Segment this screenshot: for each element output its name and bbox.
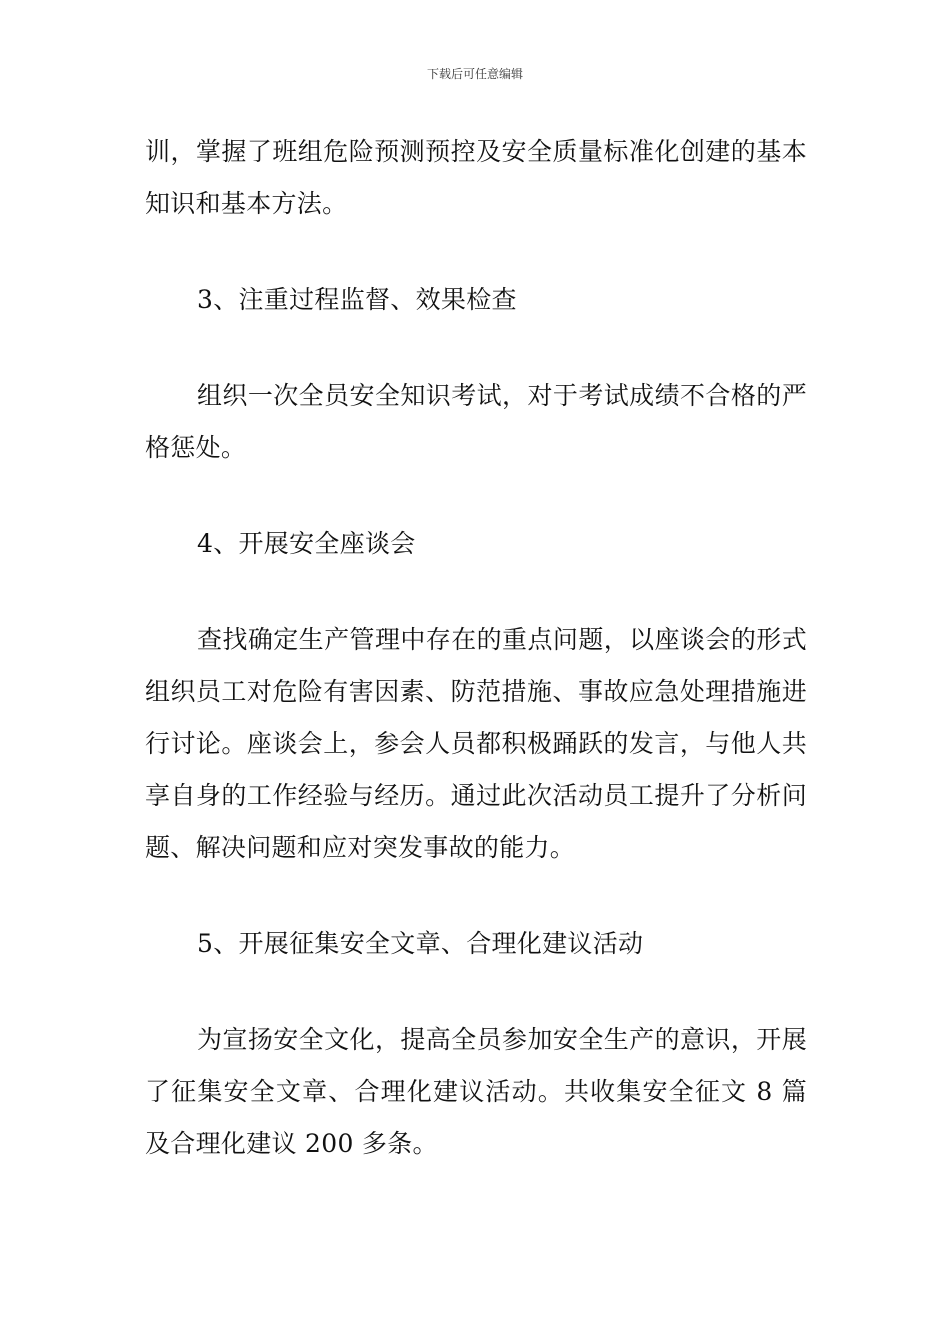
paragraph-exam: 组织一次全员安全知识考试，对于考试成绩不合格的严格惩处。 [145,381,807,462]
paragraph-gap [145,326,807,370]
paragraph-continuation: 训，掌握了班组危险预测预控及安全质量标准化创建的基本知识和基本方法。 [145,137,807,218]
paragraph-gap [145,570,807,614]
page-header: 下载后可任意编辑 [426,67,523,81]
section-heading-5: 5、开展征集安全文章、合理化建议活动 [197,929,644,958]
paragraph-symposium: 查找确定生产管理中存在的重点问题，以座谈会的形式组织员工对危险有害因素、防范措施、事故应急处理措施进行讨论。座谈会上，参会人员都积极踊跃的发言，与他人共享自身的工作经验与经历。通过此次活动员工提升了分析问题、解决问题和应对突发事故的能力。 [145,625,807,862]
paragraph-gap [145,230,807,274]
section-heading-4: 4、开展安全座谈会 [197,529,416,558]
section-heading-3: 3、注重过程监督、效果检查 [197,285,517,314]
paragraph-gap [145,474,807,518]
paragraph-gap [145,874,807,918]
paragraph-essay-collection: 为宣扬安全文化，提高全员参加安全生产的意识，开展了征集安全文章、合理化建议活动。共收集安全征文 8 篇及合理化建议 200 多条。 [145,1025,807,1158]
document-body [145,126,807,1170]
paragraph-gap [145,970,807,1014]
